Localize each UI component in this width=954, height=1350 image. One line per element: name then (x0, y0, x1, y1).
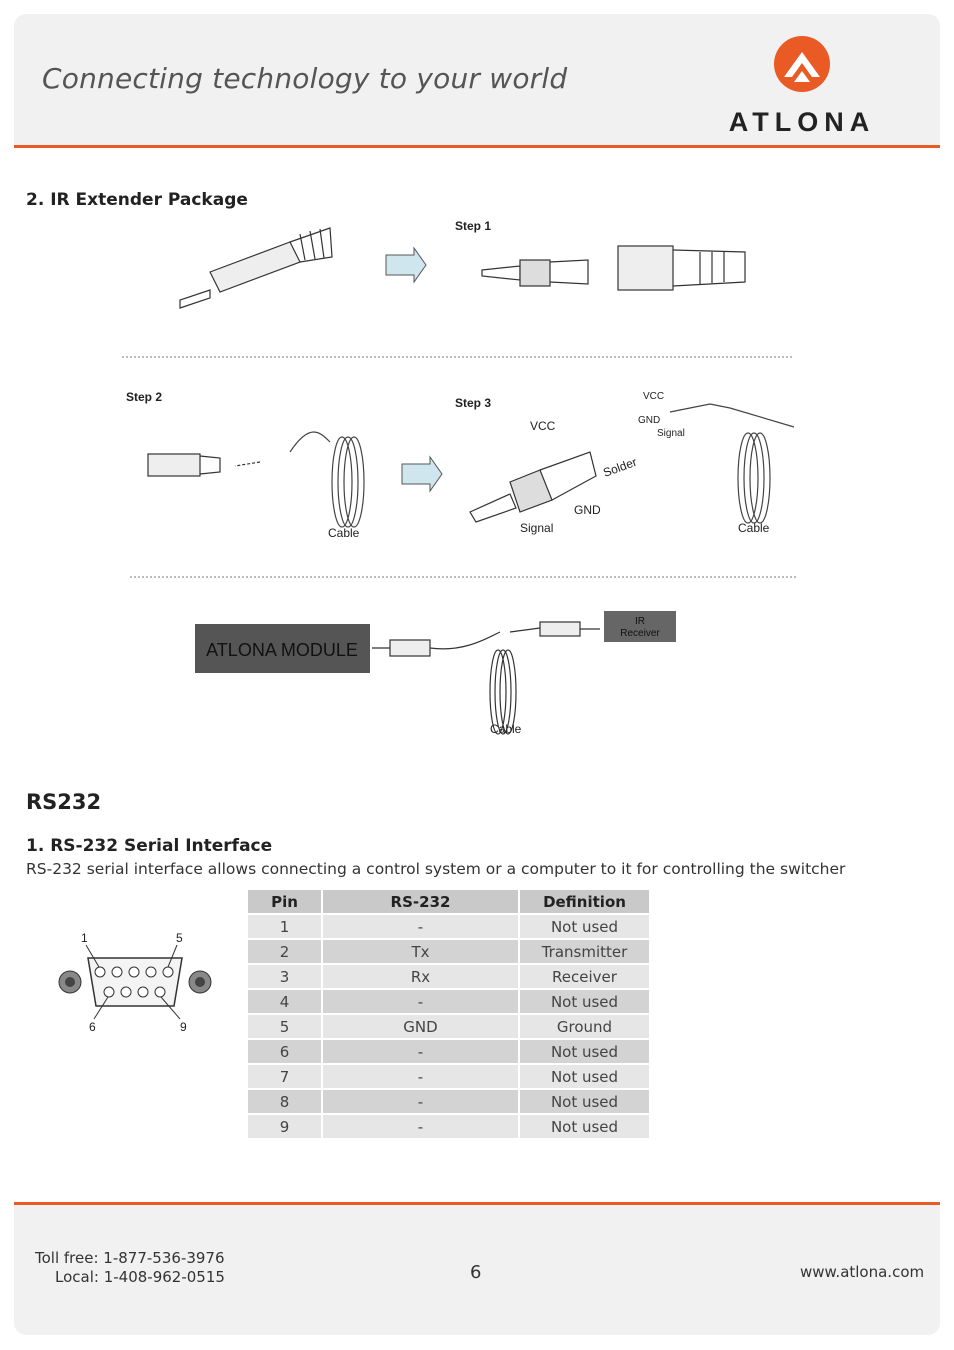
rs232-title: RS232 (26, 790, 102, 814)
ir-extender-diagram (100, 212, 820, 752)
cell-pin: 3 (248, 965, 321, 988)
cable-coil-1 (290, 432, 364, 527)
toll-free-number: Toll free: 1-877-536-3976 (35, 1249, 225, 1267)
cell-definition: Ground (520, 1015, 649, 1038)
table-row (248, 1065, 649, 1088)
header-pin: Pin (248, 890, 321, 913)
cell-pin: 9 (248, 1115, 321, 1138)
header-rs232: RS-232 (323, 890, 518, 913)
rs232-pin-table (246, 888, 651, 1140)
cell-definition: Transmitter (520, 940, 649, 963)
signal-label: Signal (520, 521, 554, 535)
pin-label-9: 9 (180, 1020, 187, 1034)
arrow-2 (402, 457, 442, 491)
local-number: Local: 1-408-962-0515 (55, 1268, 225, 1286)
plug-housing (148, 454, 260, 476)
cell-definition: Receiver (520, 965, 649, 988)
brand-wordmark: ATLONA (728, 107, 876, 134)
pin-label-1: 1 (81, 931, 88, 945)
module-cable (372, 622, 600, 734)
table-row (248, 1090, 649, 1113)
cell-signal: - (323, 1115, 518, 1138)
cell-pin: 4 (248, 990, 321, 1013)
cell-definition: Not used (520, 1090, 649, 1113)
signal-label-2: Signal (657, 428, 685, 439)
table-row (248, 1115, 649, 1138)
arrow-1 (386, 248, 426, 282)
cell-pin: 8 (248, 1090, 321, 1113)
step2-label: Step 2 (126, 390, 163, 404)
db9-connector-diagram (50, 920, 230, 1040)
pin-label-5: 5 (176, 931, 183, 945)
solder-label: Solder (601, 454, 639, 480)
atlona-logo (696, 34, 916, 134)
table-row (248, 965, 649, 988)
pin-label-6: 6 (89, 1020, 96, 1034)
ir-heading: 2. IR Extender Package (26, 190, 248, 210)
table-row (248, 940, 649, 963)
cell-signal: - (323, 1065, 518, 1088)
header-divider (14, 145, 940, 148)
cell-definition: Not used (520, 915, 649, 938)
plug-parts (482, 246, 745, 290)
gnd-label-2: GND (638, 415, 661, 426)
rs232-description: RS-232 serial interface allows connecting a control system or a computer to it for controlling the switcher (26, 860, 846, 878)
table-row (248, 990, 649, 1013)
cell-pin: 1 (248, 915, 321, 938)
vcc-label: VCC (530, 419, 556, 433)
cell-signal: Tx (323, 940, 518, 963)
page-number: 6 (470, 1262, 482, 1283)
table-row (248, 915, 649, 938)
cell-definition: Not used (520, 1040, 649, 1063)
cell-signal: - (323, 1090, 518, 1113)
cell-signal: - (323, 1040, 518, 1063)
step3-label: Step 3 (455, 396, 492, 410)
website-link[interactable]: www.atlona.com (800, 1263, 925, 1281)
cell-pin: 7 (248, 1065, 321, 1088)
cell-pin: 2 (248, 940, 321, 963)
gnd-label: GND (574, 503, 601, 517)
cell-definition: Not used (520, 1065, 649, 1088)
cell-pin: 6 (248, 1040, 321, 1063)
assembled-plug (180, 228, 332, 308)
cable-coil-2 (670, 404, 794, 523)
table-header-row (248, 890, 649, 913)
ir-receiver-line2: Receiver (620, 628, 660, 639)
cell-signal: GND (323, 1015, 518, 1038)
vcc-label-2: VCC (643, 391, 665, 402)
table-row (248, 1040, 649, 1063)
cell-definition: Not used (520, 1115, 649, 1138)
rs232-subtitle: 1. RS-232 Serial Interface (26, 836, 273, 856)
cell-signal: - (323, 990, 518, 1013)
cell-definition: Not used (520, 990, 649, 1013)
atlona-module-label: ATLONA MODULE (206, 640, 358, 660)
cable-label-1: Cable (328, 526, 360, 540)
cell-signal: Rx (323, 965, 518, 988)
cable-label-2: Cable (738, 521, 770, 535)
cell-signal: - (323, 915, 518, 938)
cell-pin: 5 (248, 1015, 321, 1038)
step1-label: Step 1 (455, 219, 492, 233)
header-definition: Definition (520, 890, 649, 913)
table-row (248, 1015, 649, 1038)
cable-label-3: Cable (490, 722, 522, 736)
tagline: Connecting technology to your world (42, 62, 568, 95)
ir-receiver-line1: IR (635, 616, 645, 627)
